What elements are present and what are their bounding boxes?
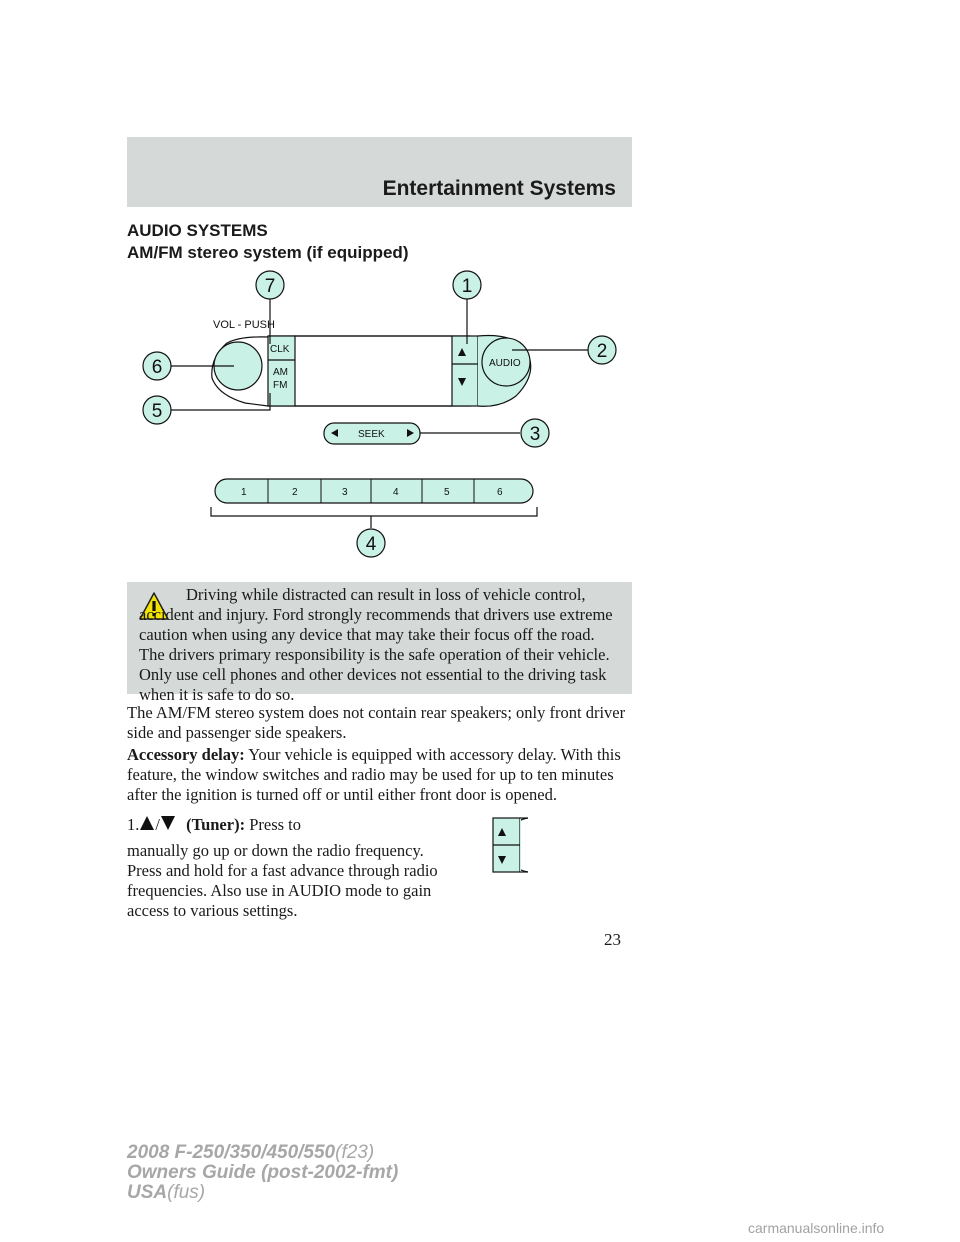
footer-guide: Owners Guide (post-2002-fmt) <box>127 1162 399 1183</box>
accessory-delay-text: Your vehicle is equipped with accessory delay. With this feature, the window switches and radio may be used for up to ten minutes after the ignition is turned off or until either front door is opened. <box>127 745 621 804</box>
section-heading: AUDIO SYSTEMS <box>127 221 268 240</box>
callout-1: 1 <box>461 276 473 297</box>
tune-down-arrow-icon <box>160 815 176 831</box>
footer-market: USA <box>127 1182 168 1203</box>
tuner-buttons-figure <box>490 815 550 877</box>
footer-market-code: (fus) <box>167 1182 206 1203</box>
preset-4: 4 <box>393 487 399 498</box>
preset-6: 6 <box>497 487 503 498</box>
footer-model-code: (f23) <box>335 1142 375 1163</box>
section-subheading: AM/FM stereo system (if equipped) <box>127 243 409 262</box>
tuner-lead: Press to <box>249 815 301 834</box>
preset-bar <box>215 479 533 503</box>
preset-5: 5 <box>444 487 450 498</box>
footer-model: 2008 F-250/350/450/550 <box>127 1142 336 1163</box>
callout-3: 3 <box>529 424 541 445</box>
vol-push-label: VOL - PUSH <box>213 319 275 331</box>
warning-text: Driving while distracted can result in loss of vehicle control, accident and injury. Ford strongly recommends that drivers use extreme caution when using any device that may take their focus off the road. The drivers primary responsibility is the safe operation of their vehicle. Only use cell phones and other devices not essential to the driving task when it is safe to do so. <box>139 585 613 704</box>
accessory-delay-label: Accessory delay: <box>127 745 245 764</box>
tuner-separator: / <box>155 815 160 834</box>
preset-bracket <box>211 507 537 528</box>
warning-box <box>127 582 632 704</box>
preset-1: 1 <box>241 487 247 498</box>
tuner-label: (Tuner): <box>186 815 246 834</box>
header-band <box>127 137 632 207</box>
chapter-title: Entertainment Systems <box>382 177 616 200</box>
callout-5: 5 <box>151 401 163 422</box>
audio-label: AUDIO <box>489 358 521 369</box>
tune-up-arrow-icon <box>139 815 155 831</box>
callout-2: 2 <box>596 341 608 362</box>
accessory-delay-paragraph <box>127 745 632 805</box>
speakers-paragraph: The AM/FM stereo system does not contain rear speakers; only front driver side and passenger side speakers. <box>127 703 626 742</box>
tuner-first-line <box>127 815 467 835</box>
preset-3: 3 <box>342 487 348 498</box>
document-footer <box>127 1143 398 1203</box>
callout-4: 4 <box>365 534 377 555</box>
seek-label: SEEK <box>358 429 385 440</box>
tuner-number: 1. <box>127 815 140 834</box>
watermark: carmanualsonline.info <box>748 1220 885 1236</box>
page-number: 23 <box>604 930 621 949</box>
tuner-description: manually go up or down the radio frequency. Press and hold for a fast advance through radio frequencies. Also use in AUDIO mode to gain access to various settings. <box>127 841 438 920</box>
radio-diagram <box>127 262 632 572</box>
preset-2: 2 <box>292 487 298 498</box>
clk-label: CLK <box>270 344 290 355</box>
fm-label: FM <box>273 380 288 391</box>
am-label: AM <box>273 367 288 378</box>
callout-7: 7 <box>264 276 276 297</box>
callout-6: 6 <box>151 357 163 378</box>
